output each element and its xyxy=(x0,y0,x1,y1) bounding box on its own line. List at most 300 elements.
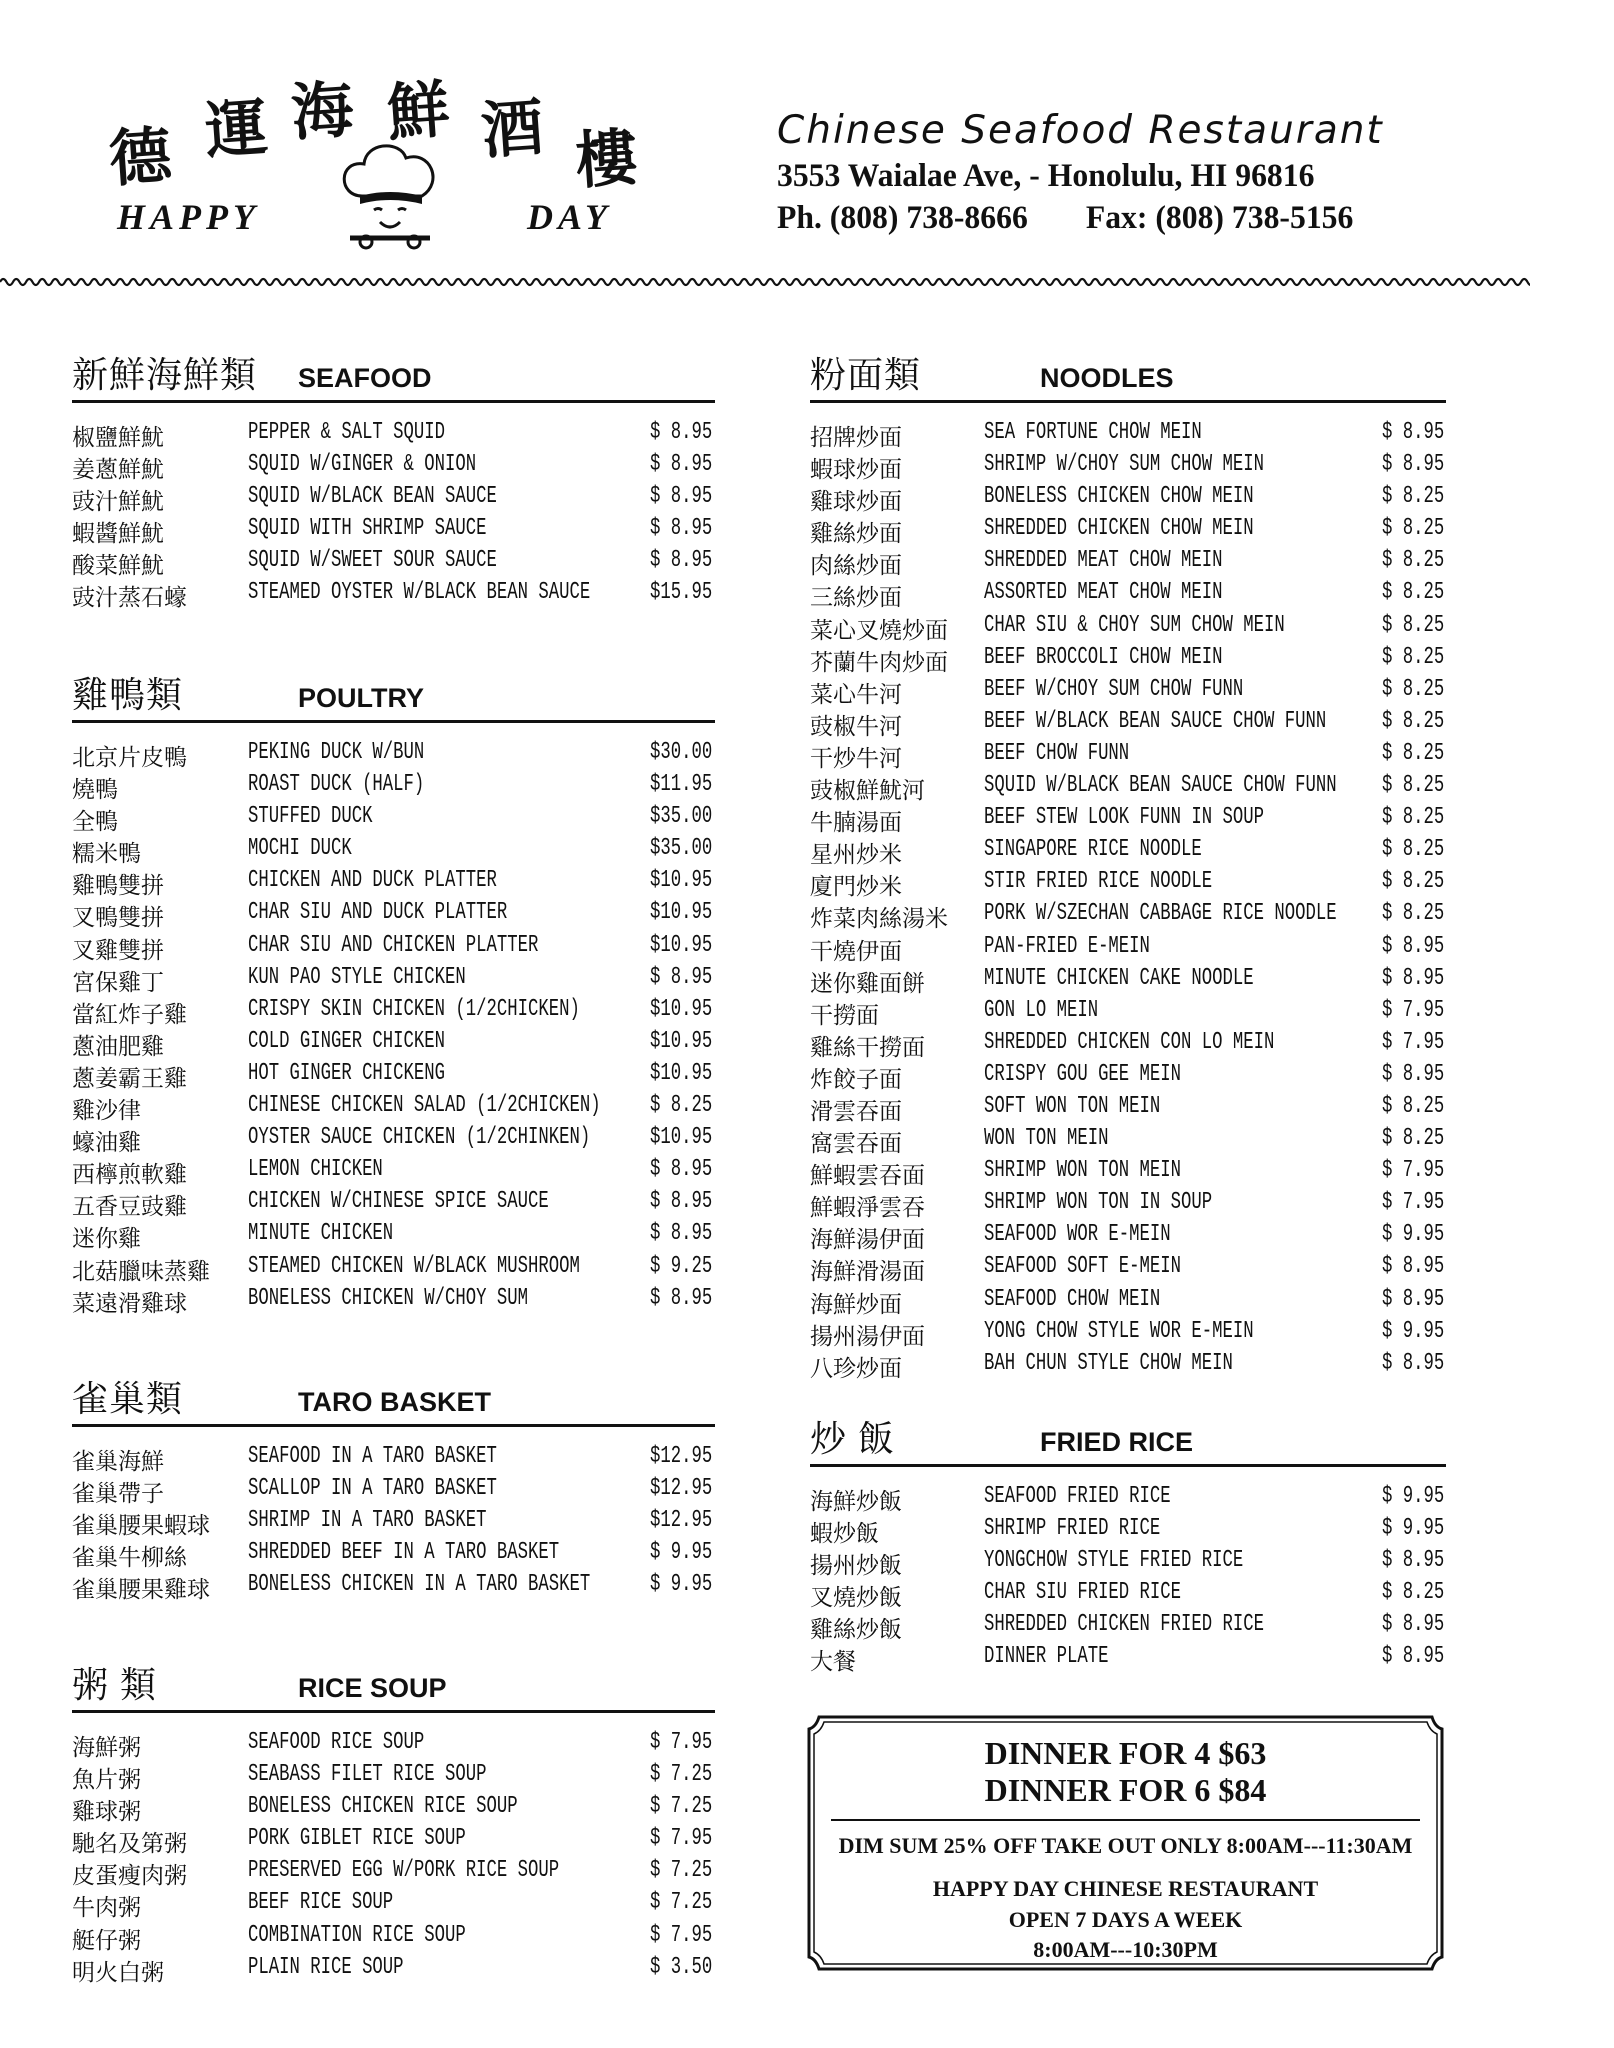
item-price: $ 8.25 xyxy=(1382,707,1445,735)
item-name: SQUID W/BLACK BEAN SAUCE xyxy=(248,483,497,511)
section-header xyxy=(72,1664,715,1713)
menu-item xyxy=(810,447,1446,483)
menu-item xyxy=(810,640,1446,675)
item-price: $ 7.95 xyxy=(1382,1028,1445,1056)
item-price: $ 8.25 xyxy=(1382,611,1445,639)
item-name: STEAMED CHICKEN W/BLACK MUSHROOM xyxy=(248,1252,580,1280)
item-name-chinese: 干炒牛河 xyxy=(810,744,902,771)
item-name: BAH CHUN STYLE CHOW MEIN xyxy=(984,1349,1233,1377)
dinner-for-6: DINNER FOR 6 $84 xyxy=(984,1772,1267,1808)
item-name-chinese: 雀巢海鮮 xyxy=(72,1448,164,1474)
menu-item xyxy=(810,1282,1446,1317)
menu-item xyxy=(72,863,715,899)
item-price: $ 9.95 xyxy=(650,1539,713,1567)
chef-icon xyxy=(330,138,450,250)
logo-char: 鮮 xyxy=(384,72,452,150)
item-price: $ 8.25 xyxy=(1382,900,1445,928)
item-price: $ 8.95 xyxy=(650,1156,713,1184)
item-price: $ 7.95 xyxy=(650,1729,713,1756)
item-price: $12.95 xyxy=(650,1475,713,1503)
item-name: STEAMED OYSTER W/BLACK BEAN SAUCE xyxy=(248,579,591,607)
item-name: SHRIMP W/CHOY SUM CHOW MEIN xyxy=(984,451,1264,479)
item-price: $ 8.95 xyxy=(650,1284,713,1312)
item-name-chinese: 五香豆豉雞 xyxy=(72,1193,187,1220)
item-name-chinese: 海鮮炒面 xyxy=(810,1290,902,1317)
item-price: $10.95 xyxy=(650,1059,713,1087)
menu-section-taro-basket xyxy=(72,1378,715,1603)
item-name: PEPPER & SALT SQUID xyxy=(248,419,446,446)
item-name: SEAFOOD CHOW MEIN xyxy=(984,1285,1161,1313)
item-name-chinese: 馳名及第粥 xyxy=(72,1830,187,1857)
item-name: SQUID W/SWEET SOUR SAUCE xyxy=(248,547,497,575)
menu-item xyxy=(810,1249,1446,1285)
section-title-chinese: 粥 類 xyxy=(72,1664,158,1705)
menu-section-fried-rice xyxy=(810,1418,1446,1675)
item-name-chinese: 艇仔粥 xyxy=(72,1926,141,1953)
menu-item xyxy=(810,575,1446,611)
menu-item xyxy=(810,1185,1446,1221)
item-name: SHRIMP FRIED RICE xyxy=(984,1515,1161,1543)
item-price: $ 7.25 xyxy=(650,1857,713,1885)
item-price: $ 8.95 xyxy=(650,1220,713,1248)
menu-item xyxy=(810,736,1446,771)
item-price: $ 7.25 xyxy=(650,1761,713,1789)
item-name-chinese: 八珍炒面 xyxy=(810,1354,902,1381)
item-name: PEKING DUCK W/BUN xyxy=(248,739,425,766)
item-name: SHREDDED CHICKEN CON LO MEIN xyxy=(984,1028,1275,1056)
item-name: BONELESS CHICKEN RICE SOUP xyxy=(248,1793,518,1821)
menu-item xyxy=(810,896,1446,932)
item-price: $ 8.95 xyxy=(650,963,713,991)
menu-item xyxy=(810,1543,1446,1579)
item-name: YONGCHOW STYLE FRIED RICE xyxy=(984,1547,1244,1575)
section-header xyxy=(72,1378,715,1427)
item-price: $ 8.95 xyxy=(1382,451,1445,479)
item-name-chinese: 蝦球炒面 xyxy=(810,456,902,483)
item-price: $ 8.95 xyxy=(650,1188,713,1216)
menu-item xyxy=(72,1503,715,1539)
item-name-chinese: 叉燒炒飯 xyxy=(810,1584,902,1611)
item-name-chinese: 肉絲炒面 xyxy=(810,552,902,579)
menu-item xyxy=(72,1950,715,1985)
item-name: CHAR SIU & CHOY SUM CHOW MEIN xyxy=(984,611,1285,639)
item-name-chinese: 海鮮粥 xyxy=(72,1734,141,1760)
item-name-chinese: 蔥姜霸王雞 xyxy=(72,1064,187,1091)
item-name-chinese: 牛腩湯面 xyxy=(810,809,902,836)
item-name: ASSORTED MEAT CHOW MEIN xyxy=(984,579,1223,607)
item-price: $ 9.25 xyxy=(650,1252,713,1280)
menu-item xyxy=(72,1056,715,1091)
item-name: SINGAPORE RICE NOODLE xyxy=(984,836,1202,864)
item-name: SEABASS FILET RICE SOUP xyxy=(248,1761,487,1789)
item-price: $ 7.25 xyxy=(650,1793,713,1821)
item-name-chinese: 迷你雞面餅 xyxy=(810,969,925,996)
item-name: HOT GINGER CHICKENG xyxy=(248,1059,446,1087)
item-name: PLAIN RICE SOUP xyxy=(248,1953,404,1981)
item-name-chinese: 雞絲干撈面 xyxy=(810,1033,925,1060)
menu-item xyxy=(72,1024,715,1059)
section-title: POULTRY xyxy=(298,683,424,713)
item-price: $10.95 xyxy=(650,931,713,959)
menu-item xyxy=(72,1184,715,1220)
item-name: SHREDDED BEEF IN A TARO BASKET xyxy=(248,1539,560,1567)
item-price: $ 8.95 xyxy=(1382,964,1445,992)
section-title: SEAFOOD xyxy=(298,363,432,393)
logo-char: 運 xyxy=(202,90,270,168)
menu-item xyxy=(72,415,715,450)
item-name: SHRIMP IN A TARO BASKET xyxy=(248,1507,487,1535)
item-name: CHINESE CHICKEN SALAD (1/2CHICKEN) xyxy=(248,1092,601,1120)
menu-item xyxy=(810,800,1446,836)
item-name: SQUID WITH SHRIMP SAUCE xyxy=(248,515,487,543)
item-name-chinese: 蝦炒飯 xyxy=(810,1520,879,1547)
menu-item xyxy=(72,960,715,995)
item-name-chinese: 海鮮湯伊面 xyxy=(810,1226,925,1253)
item-name-chinese: 三絲炒面 xyxy=(810,584,902,611)
item-name-chinese: 星州炒米 xyxy=(810,841,902,868)
item-price: $ 8.25 xyxy=(1382,515,1445,543)
item-name: BEEF CHOW FUNN xyxy=(984,739,1130,767)
item-name-chinese: 雞絲炒飯 xyxy=(810,1616,902,1643)
item-name-chinese: 海鮮炒飯 xyxy=(810,1488,902,1514)
menu-item xyxy=(72,895,715,931)
item-name-chinese: 雞球粥 xyxy=(72,1798,141,1825)
item-name: CHAR SIU FRIED RICE xyxy=(984,1579,1182,1607)
item-price: $ 8.25 xyxy=(1382,836,1445,864)
item-price: $ 8.25 xyxy=(1382,1579,1445,1607)
section-title-chinese: 雀巢類 xyxy=(72,1378,184,1419)
item-name-chinese: 北京片皮鴨 xyxy=(72,744,187,770)
item-name-chinese: 燒鴨 xyxy=(72,776,118,803)
item-price: $ 7.95 xyxy=(650,1825,713,1853)
menu-item xyxy=(810,672,1446,707)
item-price: $ 9.95 xyxy=(1382,1221,1445,1249)
menu-item xyxy=(810,864,1446,900)
phone-number: Ph. (808) 738-8666 xyxy=(777,200,1028,236)
item-name: SEA FORTUNE CHOW MEIN xyxy=(984,419,1202,446)
menu-item xyxy=(810,1314,1446,1349)
logo-char: 樓 xyxy=(572,120,640,198)
item-price: $ 7.25 xyxy=(650,1889,713,1917)
section-header xyxy=(72,354,715,403)
menu-section-poultry xyxy=(72,674,715,1316)
menu-item xyxy=(810,1153,1446,1189)
item-price: $ 8.95 xyxy=(650,547,713,575)
menu-item xyxy=(810,1511,1446,1547)
item-name: BEEF STEW LOOK FUNN IN SOUP xyxy=(984,804,1264,832)
section-title-chinese: 雞鴨類 xyxy=(72,674,184,715)
item-name: ROAST DUCK (HALF) xyxy=(248,771,425,799)
menu-item xyxy=(810,1089,1446,1124)
item-name-chinese: 叉鴨雙拼 xyxy=(72,904,164,931)
menu-item xyxy=(810,1121,1446,1157)
menu-item xyxy=(72,1789,715,1825)
item-name: SHREDDED MEAT CHOW MEIN xyxy=(984,547,1223,575)
section-title-chinese: 炒 飯 xyxy=(810,1418,896,1459)
menu-item xyxy=(72,1120,715,1156)
item-name-chinese: 海鮮滑湯面 xyxy=(810,1258,925,1285)
menu-item xyxy=(72,1853,715,1889)
item-name-chinese: 鮮蝦雲吞面 xyxy=(810,1162,925,1189)
menu-item xyxy=(72,1885,715,1921)
item-name-chinese: 招牌炒面 xyxy=(810,424,902,450)
menu-item xyxy=(72,831,715,867)
item-name: COLD GINGER CHICKEN xyxy=(248,1027,446,1055)
menu-item xyxy=(810,961,1446,996)
item-name-chinese: 明火白粥 xyxy=(72,1958,164,1985)
menu-item xyxy=(810,832,1446,868)
menu-item xyxy=(810,608,1446,643)
item-price: $ 8.25 xyxy=(1382,868,1445,896)
menu-item xyxy=(810,704,1446,739)
logo-word-day: DAY xyxy=(527,197,613,237)
item-name-chinese: 雞球炒面 xyxy=(810,488,902,515)
item-name-chinese: 魚片粥 xyxy=(72,1766,141,1793)
item-name: STUFFED DUCK xyxy=(248,803,373,831)
fax-number: Fax: (808) 738-5156 xyxy=(1085,200,1354,236)
item-name: PORK GIBLET RICE SOUP xyxy=(248,1825,466,1853)
item-price: $ 8.25 xyxy=(1382,804,1445,832)
item-name-chinese: 豉椒鮮魷河 xyxy=(810,777,925,804)
item-name-chinese: 菜心叉燒炒面 xyxy=(810,616,948,643)
menu-item xyxy=(72,735,715,770)
item-price: $ 8.25 xyxy=(650,1092,713,1120)
item-name-chinese: 酸菜鮮魷 xyxy=(72,552,164,579)
menu-section-seafood xyxy=(72,354,715,611)
item-name-chinese: 炸餃子面 xyxy=(810,1065,902,1092)
item-price: $10.95 xyxy=(650,899,713,927)
section-header xyxy=(810,354,1446,403)
item-name: SEAFOOD IN A TARO BASKET xyxy=(248,1443,497,1470)
item-price: $ 8.95 xyxy=(650,483,713,511)
item-price: $15.95 xyxy=(650,579,713,607)
item-name-chinese: 糯米鴨 xyxy=(72,840,141,867)
menu-item xyxy=(72,1281,715,1316)
item-price: $ 8.95 xyxy=(1382,1643,1445,1671)
item-name: SQUID W/BLACK BEAN SAUCE CHOW FUNN xyxy=(984,772,1337,800)
item-name-chinese: 牛肉粥 xyxy=(72,1894,141,1921)
menu-item xyxy=(72,1567,715,1603)
item-name: PRESERVED EGG W/PORK RICE SOUP xyxy=(248,1857,560,1885)
item-name-chinese: 揚州炒飯 xyxy=(810,1552,902,1579)
item-price: $ 3.50 xyxy=(650,1953,713,1981)
restaurant-name: HAPPY DAY CHINESE RESTAURANT xyxy=(932,1876,1319,1901)
menu-item xyxy=(72,1088,715,1124)
item-price: $ 9.95 xyxy=(1382,1317,1445,1345)
open-days: OPEN 7 DAYS A WEEK xyxy=(1008,1907,1243,1932)
item-price: $ 8.95 xyxy=(1382,1611,1445,1639)
item-name-chinese: 雀巢腰果雞球 xyxy=(72,1576,210,1603)
item-name-chinese: 豉汁鮮魷 xyxy=(72,488,164,515)
item-price: $ 9.95 xyxy=(1382,1483,1445,1510)
item-price: $ 8.25 xyxy=(1382,483,1445,511)
restaurant-address: 3553 Waialae Ave, - Honolulu, HI 96816 xyxy=(777,158,1315,194)
menu-section-noodles xyxy=(810,354,1446,1381)
item-name-chinese: 雀巢帶子 xyxy=(72,1480,164,1507)
menu-item xyxy=(810,929,1446,964)
menu-item xyxy=(72,575,715,611)
menu-item xyxy=(810,1479,1446,1514)
item-name-chinese: 蠔油雞 xyxy=(72,1129,141,1156)
logo-char: 海 xyxy=(288,72,356,150)
item-price: $ 7.95 xyxy=(1382,1189,1445,1217)
item-name-chinese: 雀巢腰果蝦球 xyxy=(72,1512,210,1539)
item-price: $ 8.25 xyxy=(1382,579,1445,607)
item-name: CHAR SIU AND CHICKEN PLATTER xyxy=(248,931,539,959)
menu-item xyxy=(810,993,1446,1028)
item-name: SHRIMP WON TON IN SOUP xyxy=(984,1189,1213,1217)
item-price: $ 8.95 xyxy=(650,419,713,446)
item-name: MOCHI DUCK xyxy=(248,835,352,863)
item-name: YONG CHOW STYLE WOR E-MEIN xyxy=(984,1317,1254,1345)
section-title: TARO BASKET xyxy=(298,1387,491,1417)
menu-item xyxy=(810,1025,1446,1060)
item-name: BEEF W/BLACK BEAN SAUCE CHOW FUNN xyxy=(984,707,1327,735)
item-name: SOFT WON TON MEIN xyxy=(984,1092,1161,1120)
item-name-chinese: 菜心牛河 xyxy=(810,680,902,707)
item-name-chinese: 窩雲吞面 xyxy=(810,1130,902,1157)
item-price: $35.00 xyxy=(650,835,713,863)
item-name-chinese: 大餐 xyxy=(810,1648,856,1675)
promo-box xyxy=(805,1713,1446,1973)
menu-item xyxy=(72,928,715,963)
menu-item xyxy=(810,1607,1446,1643)
item-name: SQUID W/GINGER & ONION xyxy=(248,451,477,479)
item-name-chinese: 迷你雞 xyxy=(72,1225,141,1252)
item-price: $ 7.95 xyxy=(1382,996,1445,1024)
menu-item xyxy=(72,992,715,1027)
item-price: $ 8.95 xyxy=(1382,1253,1445,1281)
item-name-chinese: 雞沙律 xyxy=(72,1097,141,1124)
item-name: SEAFOOD WOR E-MEIN xyxy=(984,1221,1171,1249)
item-price: $ 8.95 xyxy=(1382,1547,1445,1575)
item-price: $12.95 xyxy=(650,1507,713,1535)
item-name: BEEF RICE SOUP xyxy=(248,1889,394,1917)
item-price: $ 8.95 xyxy=(1382,1285,1445,1313)
item-name: SEAFOOD SOFT E-MEIN xyxy=(984,1253,1182,1281)
menu-item xyxy=(810,768,1446,804)
menu-item xyxy=(810,511,1446,547)
menu-item xyxy=(72,447,715,483)
item-price: $12.95 xyxy=(650,1443,713,1470)
item-name-chinese: 滑雲吞面 xyxy=(810,1097,902,1124)
restaurant-tagline: Chinese Seafood Restaurant xyxy=(777,108,1384,153)
item-price: $ 8.95 xyxy=(650,451,713,479)
item-name-chinese: 蔥油肥雞 xyxy=(72,1032,164,1059)
item-name: STIR FRIED RICE NOODLE xyxy=(984,868,1213,896)
item-name: KUN PAO STYLE CHICKEN xyxy=(248,963,466,991)
item-name-chinese: 炸菜肉絲湯米 xyxy=(810,905,948,932)
section-header xyxy=(810,1418,1446,1467)
menu-item xyxy=(72,1535,715,1571)
item-name: WON TON MEIN xyxy=(984,1125,1109,1153)
item-name-chinese: 北菇臘味蒸雞 xyxy=(72,1257,210,1284)
item-name-chinese: 當紅炸子雞 xyxy=(72,1000,187,1027)
item-name: BEEF W/CHOY SUM CHOW FUNN xyxy=(984,675,1244,703)
item-name: OYSTER SAUCE CHICKEN (1/2CHINKEN) xyxy=(248,1124,591,1152)
menu-section-rice-soup xyxy=(72,1664,715,1985)
menu-item xyxy=(72,1216,715,1252)
item-name-chinese: 全鴨 xyxy=(72,808,118,835)
section-title-chinese: 粉面類 xyxy=(810,354,922,395)
logo-word-happy: HAPPY xyxy=(117,197,260,237)
item-price: $10.95 xyxy=(650,1027,713,1055)
item-name: CHICKEN W/CHINESE SPICE SAUCE xyxy=(248,1188,549,1216)
item-name-chinese: 豉椒牛河 xyxy=(810,712,902,739)
item-name: SEAFOOD RICE SOUP xyxy=(248,1729,425,1756)
item-price: $10.95 xyxy=(650,867,713,895)
item-price: $ 8.25 xyxy=(1382,547,1445,575)
item-price: $ 8.95 xyxy=(1382,1060,1445,1088)
item-name: CHAR SIU AND DUCK PLATTER xyxy=(248,899,508,927)
menu-item xyxy=(72,1918,715,1953)
open-hours: 8:00AM---10:30PM xyxy=(1033,1937,1218,1962)
item-name: BONELESS CHICKEN IN A TARO BASKET xyxy=(248,1571,591,1599)
logo-char: 德 xyxy=(106,118,174,196)
item-name: SHREDDED CHICKEN CHOW MEIN xyxy=(984,515,1254,543)
menu-item xyxy=(72,1757,715,1793)
menu-item xyxy=(72,1725,715,1760)
item-name: BONELESS CHICKEN W/CHOY SUM xyxy=(248,1284,528,1312)
menu-item xyxy=(810,543,1446,579)
item-name-chinese: 廈門炒米 xyxy=(810,873,902,900)
item-name-chinese: 鮮蝦淨雲吞 xyxy=(810,1194,925,1221)
item-name-chinese: 皮蛋瘦肉粥 xyxy=(72,1862,187,1889)
item-name: SEAFOOD FRIED RICE xyxy=(984,1483,1171,1510)
item-price: $ 8.95 xyxy=(650,515,713,543)
item-price: $ 7.95 xyxy=(1382,1157,1445,1185)
item-price: $ 8.95 xyxy=(1382,932,1445,960)
dinner-for-4: DINNER FOR 4 $63 xyxy=(984,1735,1267,1771)
item-name: CRISPY GOU GEE MEIN xyxy=(984,1060,1182,1088)
item-price: $ 8.25 xyxy=(1382,643,1445,671)
item-name: LEMON CHICKEN xyxy=(248,1156,383,1184)
item-name-chinese: 西檸煎軟雞 xyxy=(72,1161,187,1188)
item-name-chinese: 干撈面 xyxy=(810,1001,879,1028)
item-name: MINUTE CHICKEN CAKE NOODLE xyxy=(984,964,1254,992)
menu-item xyxy=(72,1821,715,1857)
section-header xyxy=(72,674,715,723)
menu-item xyxy=(72,1439,715,1474)
item-name-chinese: 姜蔥鮮魷 xyxy=(72,456,164,483)
item-name: BONELESS CHICKEN CHOW MEIN xyxy=(984,483,1254,511)
item-name: CHICKEN AND DUCK PLATTER xyxy=(248,867,497,895)
item-name-chinese: 雞鴨雙拼 xyxy=(72,872,164,899)
item-name: SHRIMP WON TON MEIN xyxy=(984,1157,1182,1185)
item-name-chinese: 椒鹽鮮魷 xyxy=(72,424,164,450)
item-name-chinese: 叉雞雙拼 xyxy=(72,936,164,963)
item-name: BEEF BROCCOLI CHOW MEIN xyxy=(984,643,1223,671)
item-name-chinese: 雞絲炒面 xyxy=(810,520,902,547)
section-title: NOODLES xyxy=(1040,363,1174,393)
item-name-chinese: 雀巢牛柳絲 xyxy=(72,1544,187,1571)
item-name: COMBINATION RICE SOUP xyxy=(248,1921,466,1949)
item-price: $ 7.95 xyxy=(650,1921,713,1949)
item-name-chinese: 宮保雞丁 xyxy=(72,968,164,995)
item-name: SHREDDED CHICKEN FRIED RICE xyxy=(984,1611,1264,1639)
menu-item xyxy=(72,799,715,835)
item-price: $ 8.25 xyxy=(1382,739,1445,767)
item-name: DINNER PLATE xyxy=(984,1643,1109,1671)
logo-char: 酒 xyxy=(478,90,546,168)
menu-item xyxy=(810,479,1446,515)
item-name: SCALLOP IN A TARO BASKET xyxy=(248,1475,497,1503)
menu-item xyxy=(810,1575,1446,1611)
item-price: $30.00 xyxy=(650,739,713,766)
item-name-chinese: 菜遠滑雞球 xyxy=(72,1289,187,1316)
menu-item xyxy=(72,543,715,579)
item-price: $ 8.95 xyxy=(1382,419,1445,446)
